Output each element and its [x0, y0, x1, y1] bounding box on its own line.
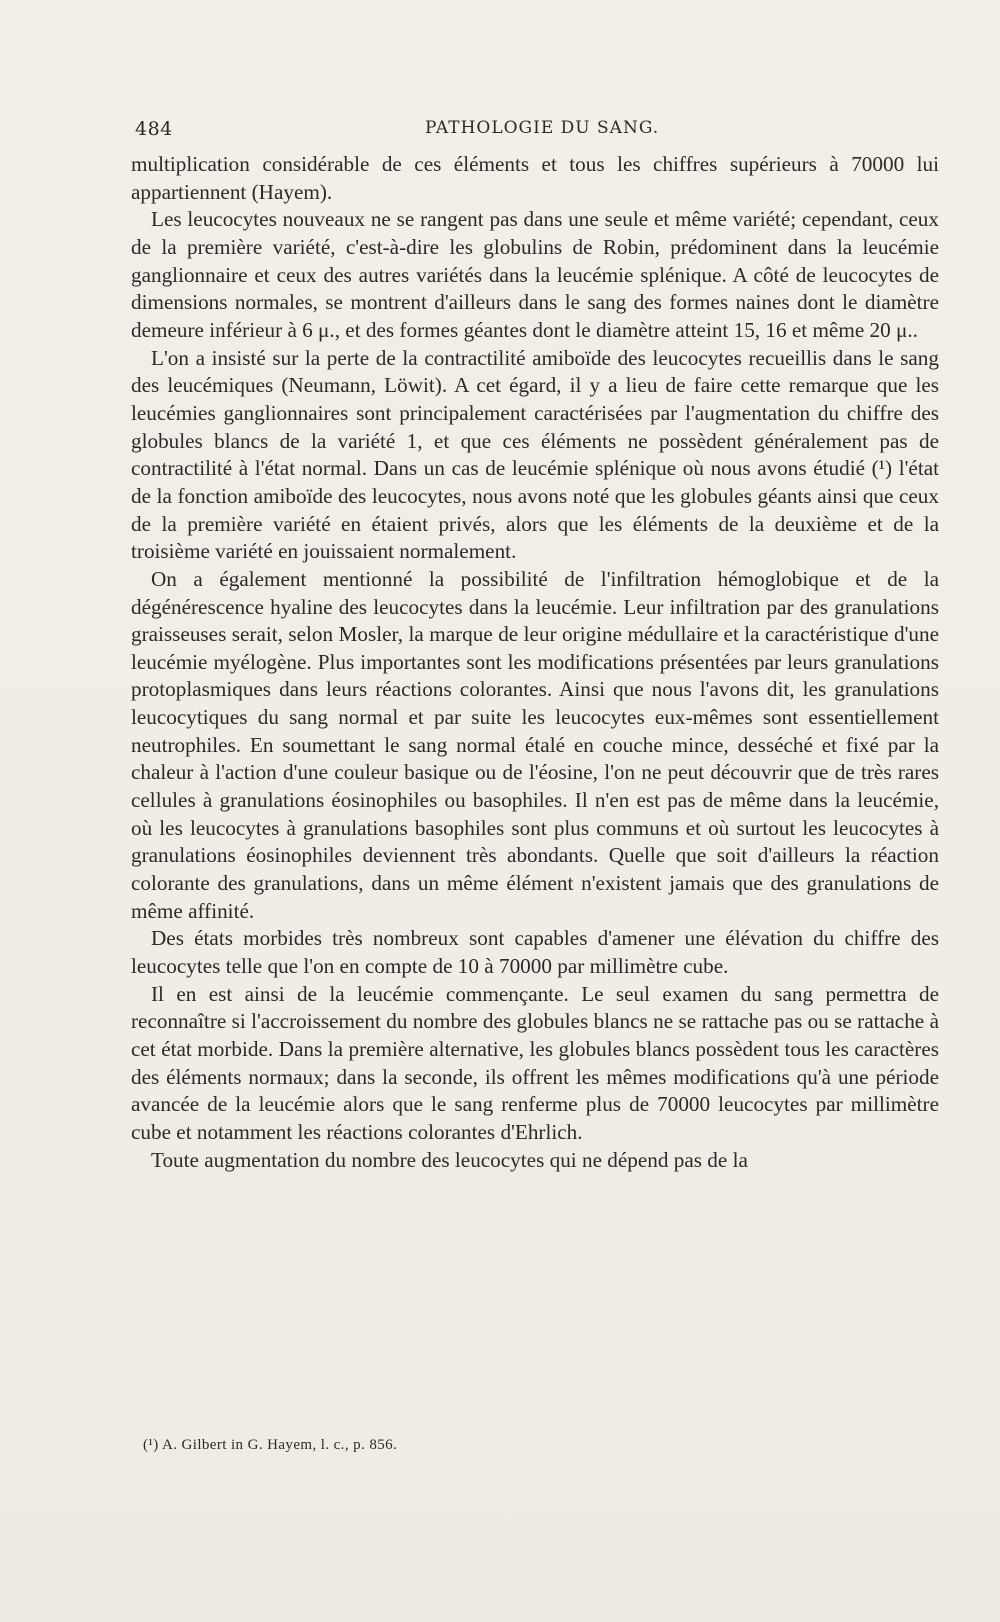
page-header [135, 118, 935, 148]
page-number: 484 [135, 118, 173, 140]
footnote: (¹) A. Gilbert in G. Hayem, l. c., p. 856. [143, 1437, 398, 1453]
paragraph: Toute augmentation du nombre des leucocytes qui ne dépend pas de la [151, 1147, 748, 1172]
paragraph: Il en est ainsi de la leucémie commençante. Le seul examen du sang permettra de reconnaître si l'accroissement du nombre des globules blancs ne se rattache pas ou se rattache à cet état morbide. Dans la première alternative, les globules blancs possèdent tous les caractères des éléments normaux; dans la seconde, ils offrent les mêmes modifications qu'à une période avancée de la leucémie alors que le sang renferme plus de 70000 leucocytes par millimètre cube et notamment les réactions colorantes d'Ehrlich. [131, 981, 939, 1144]
paragraph: Les leucocytes nouveaux ne se rangent pas dans une seule et même variété; cependant, ceux de la première variété, c'est-à-dire les globulins de Robin, prédominent dans la leucémie ganglionnaire et ceux des autres variétés dans la leucémie splénique. A côté de leucocytes de dimensions normales, se montrent d'ailleurs dans le sang des formes naines dont le diamètre demeure inférieur à 6 μ., et des formes géantes dont le diamètre atteint 15, 16 et même 20 μ.. [131, 207, 939, 342]
paragraph: multiplication considérable de ces éléments et tous les chiffres supérieurs à 70000 lui appartiennent (Hayem). [131, 152, 939, 204]
body-text [131, 151, 939, 1174]
paragraph: L'on a insisté sur la perte de la contractilité amiboïde des leucocytes recueillis dans le sang des leucémiques (Neumann, Löwit). A cet égard, il y a lieu de faire cette remarque que les leucémies ganglionnaires sont principalement caractérisées par l'augmentation du chiffre des globules blancs de la variété 1, et que ces éléments ne possèdent généralement pas de contractilité à l'état normal. Dans un cas de leucémie splénique où nous avons étudié (¹) l'état de la fonction amiboïde des leucocytes, nous avons noté que les globules géants ainsi que ceux de la première variété en étaient privés, alors que les éléments de la deuxième et de la troisième variété en jouissaient normalement. [131, 345, 939, 564]
paragraph: Des états morbides très nombreux sont capables d'amener une élévation du chiffre des leucocytes telle que l'on en compte de 10 à 70000 par millimètre cube. [131, 926, 939, 979]
paragraph: On a également mentionné la possibilité de l'infiltration hémoglobique et de la dégénérescence hyaline des leucocytes dans la leucémie. Leur infiltration par des granulations graisseuses serait, selon Mosler, la marque de leur origine médullaire et la caractéristique d'une leucémie myélogène. Plus importantes sont les modifications présentées par leurs granulations protoplasmiques dans leurs réactions colorantes. Ainsi que nous l'avons dit, les granulations leucocytiques du sang normal et par suite les leucocytes eux-mêmes sont essentiellement neutrophiles. En soumettant le sang normal étalé en couche mince, desséché et fixé par la chaleur à l'action d'une couleur basique ou de l'éosine, l'on ne peut découvrir que de très rares cellules à granulations éosinophiles ou basophiles. Il n'en est pas de même dans la leucémie, où les leucocytes à granulations basophiles sont plus communs et où surtout les leucocytes à granulations éosinophiles deviennent très abondants. Quelle que soit d'ailleurs la réaction colorante des granulations, dans un même élément n'existent jamais que des granulations de même affinité. [131, 566, 939, 923]
running-head: PATHOLOGIE DU SANG. [425, 118, 660, 138]
